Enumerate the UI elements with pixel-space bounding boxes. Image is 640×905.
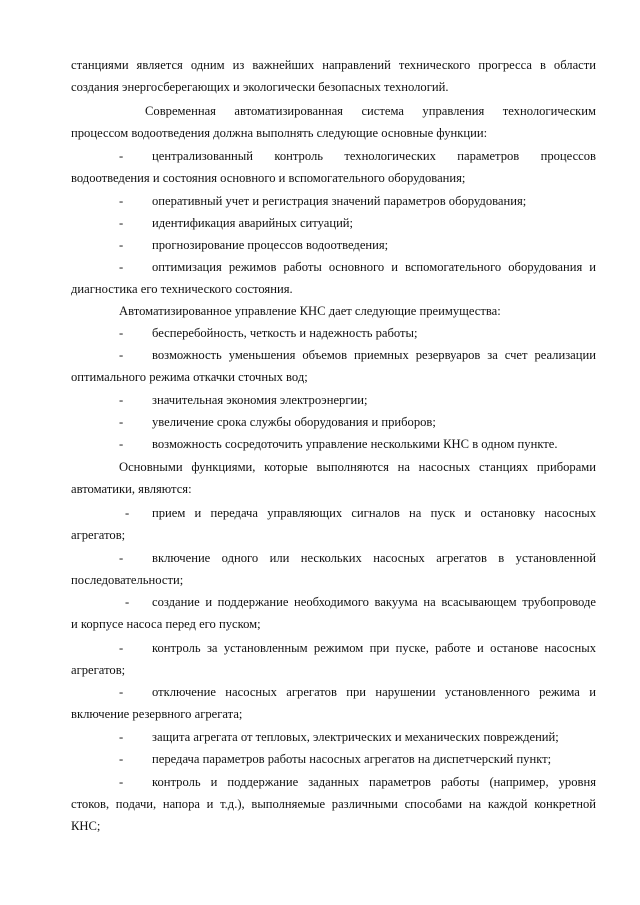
list-item-line: последовательности; (71, 573, 184, 587)
list-item-line: возможность уменьшения объемов приемных резервуаров за счет реализации (152, 348, 596, 362)
paragraph-line: Автоматизированное управление КНС дает следующие преимущества: (119, 304, 501, 318)
list-item-line: защита агрегата от тепловых, электрических и механических повреждений; (152, 730, 559, 744)
paragraph-line: автоматики, являются: (71, 482, 192, 496)
list-item-line: значительная экономия электроэнергии; (152, 393, 368, 407)
list-dash: - (119, 216, 124, 230)
list-item-line: диагностика его технического состояния. (71, 282, 293, 296)
list-dash: - (119, 348, 124, 362)
list-dash: - (119, 730, 124, 744)
list-dash: - (119, 393, 124, 407)
list-item-line: контроль и поддержание заданных параметров работы (например, уровня (152, 775, 596, 789)
list-dash: - (119, 326, 124, 340)
list-dash: - (119, 149, 124, 163)
list-dash: - (119, 551, 124, 565)
list-item-line: отключение насосных агрегатов при нарушении установленного режима и (152, 685, 596, 699)
list-item-line: оптимизация режимов работы основного и вспомогательного оборудования и (152, 260, 596, 274)
list-dash: - (119, 238, 124, 252)
list-item-line: КНС; (71, 819, 101, 833)
list-dash: - (119, 752, 124, 766)
paragraph-line: станциями является одним из важнейших направлений технического прогресса в области (71, 58, 596, 72)
list-item-line: водоотведения и состояния основного и вспомогательного оборудования; (71, 171, 466, 185)
list-item-line: идентификация аварийных ситуаций; (152, 216, 354, 230)
list-dash: - (119, 194, 124, 208)
list-item-line: включение резервного агрегата; (71, 707, 243, 721)
list-item-line: прием и передача управляющих сигналов на пуск и остановку насосных (152, 506, 596, 520)
paragraph-line: Основными функциями, которые выполняются на насосных станциях приборами (119, 460, 596, 474)
list-dash: - (125, 595, 130, 609)
list-item-line: включение одного или нескольких насосных агрегатов в установленной (152, 551, 596, 565)
list-dash: - (119, 415, 124, 429)
list-item-line: контроль за установленным режимом при пуске, работе и останове насосных (152, 641, 596, 655)
list-item-line: и корпусе насоса перед его пуском; (71, 617, 261, 631)
paragraph-line: Современная автоматизированная система управления технологическим (145, 104, 596, 118)
paragraph-line: процессом водоотведения должна выполнять следующие основные функции: (71, 126, 488, 140)
list-item-line: оперативный учет и регистрация значений параметров оборудования; (152, 194, 527, 208)
list-item-line: агрегатов; (71, 663, 126, 677)
list-item-line: создание и поддержание необходимого вакуума на всасывающем трубопроводе (152, 595, 596, 609)
list-dash: - (119, 775, 124, 789)
list-dash: - (119, 437, 124, 451)
list-item-line: стоков, подачи, напора и т.д.), выполняемые различными способами на каждой конкретной (71, 797, 596, 811)
list-item-line: прогнозирование процессов водоотведения; (152, 238, 389, 252)
list-item-line: возможность сосредоточить управление несколькими КНС в одном пункте. (152, 437, 558, 451)
list-dash: - (125, 506, 130, 520)
list-dash: - (119, 641, 124, 655)
list-item-line: увеличение срока службы оборудования и приборов; (152, 415, 436, 429)
list-item-line: централизованный контроль технологических параметров процессов (152, 149, 596, 163)
list-item-line: агрегатов; (71, 528, 126, 542)
list-item-line: оптимального режима откачки сточных вод; (71, 370, 308, 384)
list-item-line: бесперебойность, четкость и надежность работы; (152, 326, 418, 340)
paragraph-line: создания энергосберегающих и экологически безопасных технологий. (71, 80, 449, 94)
list-dash: - (119, 685, 124, 699)
list-item-line: передача параметров работы насосных агрегатов на диспетчерский пункт; (152, 752, 552, 766)
list-dash: - (119, 260, 124, 274)
